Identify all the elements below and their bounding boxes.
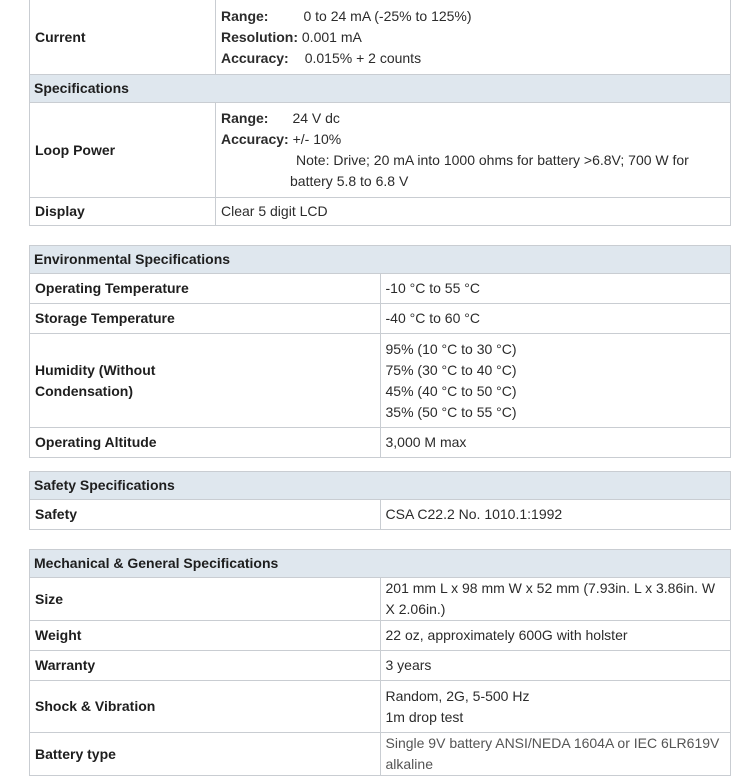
loop-range-value: 24 V dc xyxy=(292,110,340,126)
loop-accuracy-key: Accuracy: xyxy=(221,131,289,147)
humidity-value: 95% (10 °C to 30 °C) xyxy=(385,340,517,357)
shock-value-line2: 1m drop test xyxy=(385,708,464,725)
humidity-value: 75% (30 °C to 40 °C) xyxy=(385,361,517,378)
display-value: Clear 5 digit LCD xyxy=(216,198,731,226)
current-accuracy-key: Accuracy: xyxy=(221,49,289,66)
size-value: 201 mm L x 98 mm W x 52 mm (7.93in. L x 3.86in. W X 2.06in.) xyxy=(380,578,731,621)
row-label-weight: Weight xyxy=(30,621,381,651)
row-label-battery: Battery type xyxy=(30,733,381,776)
section-header-specifications xyxy=(30,75,731,103)
row-label-size: Size xyxy=(30,578,381,621)
current-range-key: Range: xyxy=(221,7,269,24)
mechanical-header-text: Mechanical & General Specifications xyxy=(30,550,731,578)
humidity-label-line2: Condensation) xyxy=(35,382,133,399)
specifications-header-text: Specifications xyxy=(30,75,731,103)
shock-vibration-values xyxy=(380,681,731,733)
row-label-shock-vibration: Shock & Vibration xyxy=(30,681,381,733)
section-header-mechanical xyxy=(30,550,731,578)
current-resolution-key: Resolution: xyxy=(221,28,298,45)
current-resolution-value: 0.001 mA xyxy=(301,28,362,45)
row-label-loop-power: Loop Power xyxy=(30,103,216,198)
row-label-display: Display xyxy=(30,198,216,226)
row-label-operating-altitude: Operating Altitude xyxy=(30,428,381,458)
loop-note-line2: battery 5.8 to 6.8 V xyxy=(290,173,409,189)
current-values xyxy=(216,0,731,75)
safety-header-text: Safety Specifications xyxy=(30,472,731,500)
table-row-humidity xyxy=(30,334,731,428)
humidity-value: 45% (40 °C to 50 °C) xyxy=(385,382,517,399)
spec-table-safety xyxy=(29,471,731,530)
row-label-operating-temperature: Operating Temperature xyxy=(30,274,381,304)
storage-temperature-value: -40 °C to 60 °C xyxy=(380,304,731,334)
current-range-value: 0 to 24 mA (-25% to 125%) xyxy=(303,7,472,24)
spec-table-environmental xyxy=(29,245,731,458)
table-row-size xyxy=(30,578,731,621)
loop-accuracy-value: +/- 10% xyxy=(292,131,342,147)
table-row-warranty xyxy=(30,651,731,681)
section-header-environmental xyxy=(30,246,731,274)
warranty-value: 3 years xyxy=(380,651,731,681)
table-row-operating-temperature xyxy=(30,274,731,304)
battery-value: Single 9V battery ANSI/NEDA 1604A or IEC 6LR619V alkaline xyxy=(380,733,731,776)
row-label-storage-temperature: Storage Temperature xyxy=(30,304,381,334)
table-row-weight xyxy=(30,621,731,651)
row-label-warranty: Warranty xyxy=(30,651,381,681)
humidity-value: 35% (50 °C to 55 °C) xyxy=(385,403,517,420)
loop-note-line1: Note: Drive; 20 mA into 1000 ohms for battery >6.8V; 700 W for xyxy=(296,152,689,168)
row-label-current: Current xyxy=(30,0,216,75)
weight-value: 22 oz, approximately 600G with holster xyxy=(380,621,731,651)
row-label-humidity xyxy=(30,334,381,428)
safety-value: CSA C22.2 No. 1010.1:1992 xyxy=(380,500,731,530)
loop-power-values xyxy=(216,103,731,198)
spec-table-mechanical xyxy=(29,549,731,776)
shock-value-line1: Random, 2G, 5-500 Hz xyxy=(385,687,530,704)
table-row-safety xyxy=(30,500,731,530)
table-row-operating-altitude xyxy=(30,428,731,458)
table-row-shock-vibration xyxy=(30,681,731,733)
current-accuracy-value: 0.015% + 2 counts xyxy=(304,49,422,66)
humidity-label-line1: Humidity (Without xyxy=(35,361,156,378)
environmental-header-text: Environmental Specifications xyxy=(30,246,731,274)
operating-temperature-value: -10 °C to 55 °C xyxy=(380,274,731,304)
table-row-display xyxy=(30,198,731,226)
table-row-current xyxy=(30,0,731,75)
loop-range-key: Range: xyxy=(221,110,269,126)
table-row-storage-temperature xyxy=(30,304,731,334)
operating-altitude-value: 3,000 M max xyxy=(380,428,731,458)
spec-table-general xyxy=(29,0,731,226)
table-row-battery xyxy=(30,733,731,776)
section-header-safety xyxy=(30,472,731,500)
humidity-values xyxy=(380,334,731,428)
row-label-safety: Safety xyxy=(30,500,381,530)
table-row-loop-power xyxy=(30,103,731,198)
